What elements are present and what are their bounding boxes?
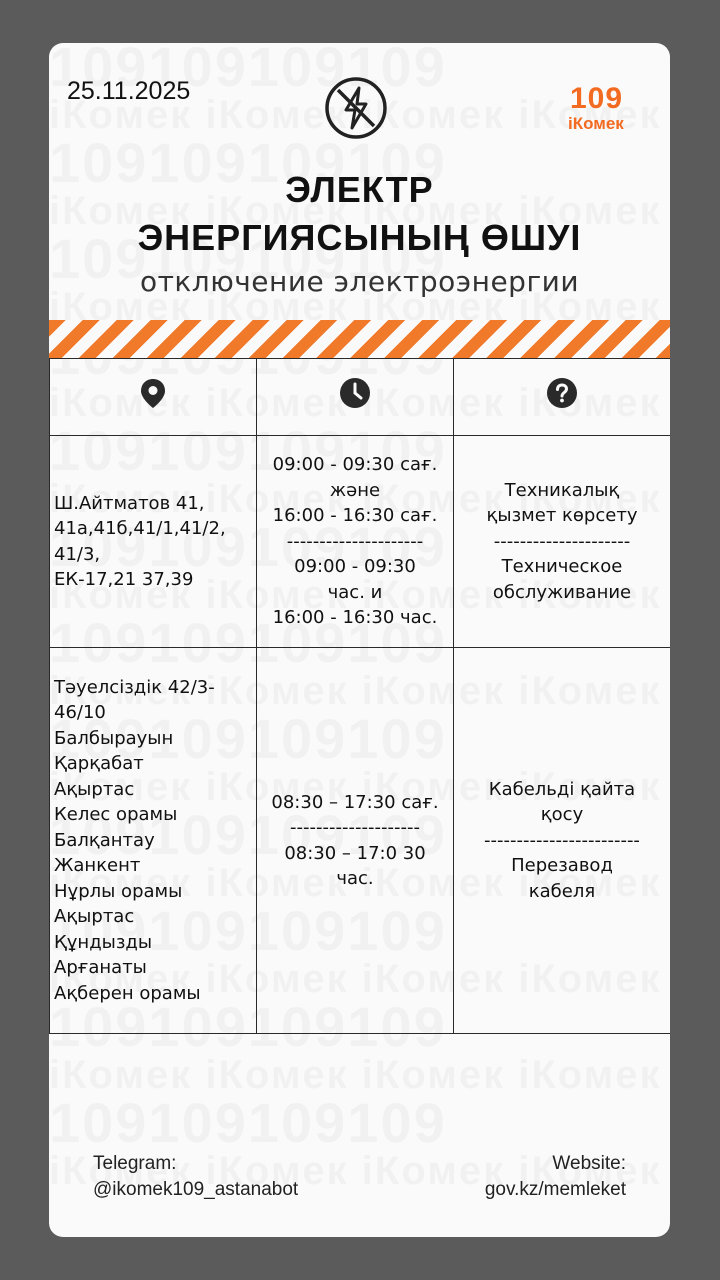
title-line-2: ЭНЕРГИЯСЫНЫҢ ӨШУІ xyxy=(137,217,582,258)
title-line-1: ЭЛЕКТР xyxy=(285,169,434,210)
logo-number: 109 xyxy=(570,82,624,115)
outage-table xyxy=(49,358,670,1034)
telegram-label: Telegram: xyxy=(93,1153,177,1174)
website-link[interactable]: gov.kz/memleket xyxy=(484,1179,626,1200)
hazard-stripes xyxy=(49,320,670,358)
location-pin-icon xyxy=(137,377,169,409)
table-row xyxy=(50,648,671,1034)
subtitle: отключение электроэнергии xyxy=(139,265,580,298)
address-cell: Тәуелсіздік 42/3- 46/10 Балбырауын Қарқабат Ақыртас Келес орамы Балқантау Жанкент Нұрлы орамы Ақыртас Құндызды Арғанаты Ақберен орамы xyxy=(50,648,257,1034)
time-cell: 08:30 – 17:30 сағ. -------------------- 08:30 – 17:0 30 час. xyxy=(257,648,454,1034)
time-cell: 09:00 - 09:30 сағ. және 16:00 - 16:30 сағ. --------------------- 09:00 - 09:30 час. и 16:00 - 16:30 час. xyxy=(257,436,454,648)
ikomek-logo xyxy=(564,82,644,136)
date-label: 25.11.2025 xyxy=(67,77,191,105)
header-time xyxy=(257,359,454,436)
table-row xyxy=(50,436,671,648)
website-info xyxy=(485,1151,626,1203)
table-header-row xyxy=(50,359,671,436)
header-location xyxy=(50,359,257,436)
telegram-info xyxy=(93,1151,298,1203)
clock-icon xyxy=(339,377,371,409)
telegram-handle[interactable]: @ikomek109_astanabot xyxy=(93,1179,299,1200)
question-icon xyxy=(546,377,578,409)
reason-cell: Техникалық қызмет көрсету --------------------- Техническое обслуживание xyxy=(454,436,671,648)
announcement-card xyxy=(49,43,670,1237)
header-reason xyxy=(454,359,671,436)
website-label: Website: xyxy=(552,1153,626,1174)
address-cell: Ш.Айтматов 41, 41а,41б,41/1,41/2, 41/3, ЕК-17,21 37,39 xyxy=(50,436,257,648)
reason-cell: Кабельді қайта қосу ------------------------ Перезавод кабеля xyxy=(454,648,671,1034)
power-off-icon xyxy=(324,76,388,140)
logo-brand: iКомек xyxy=(568,114,624,133)
